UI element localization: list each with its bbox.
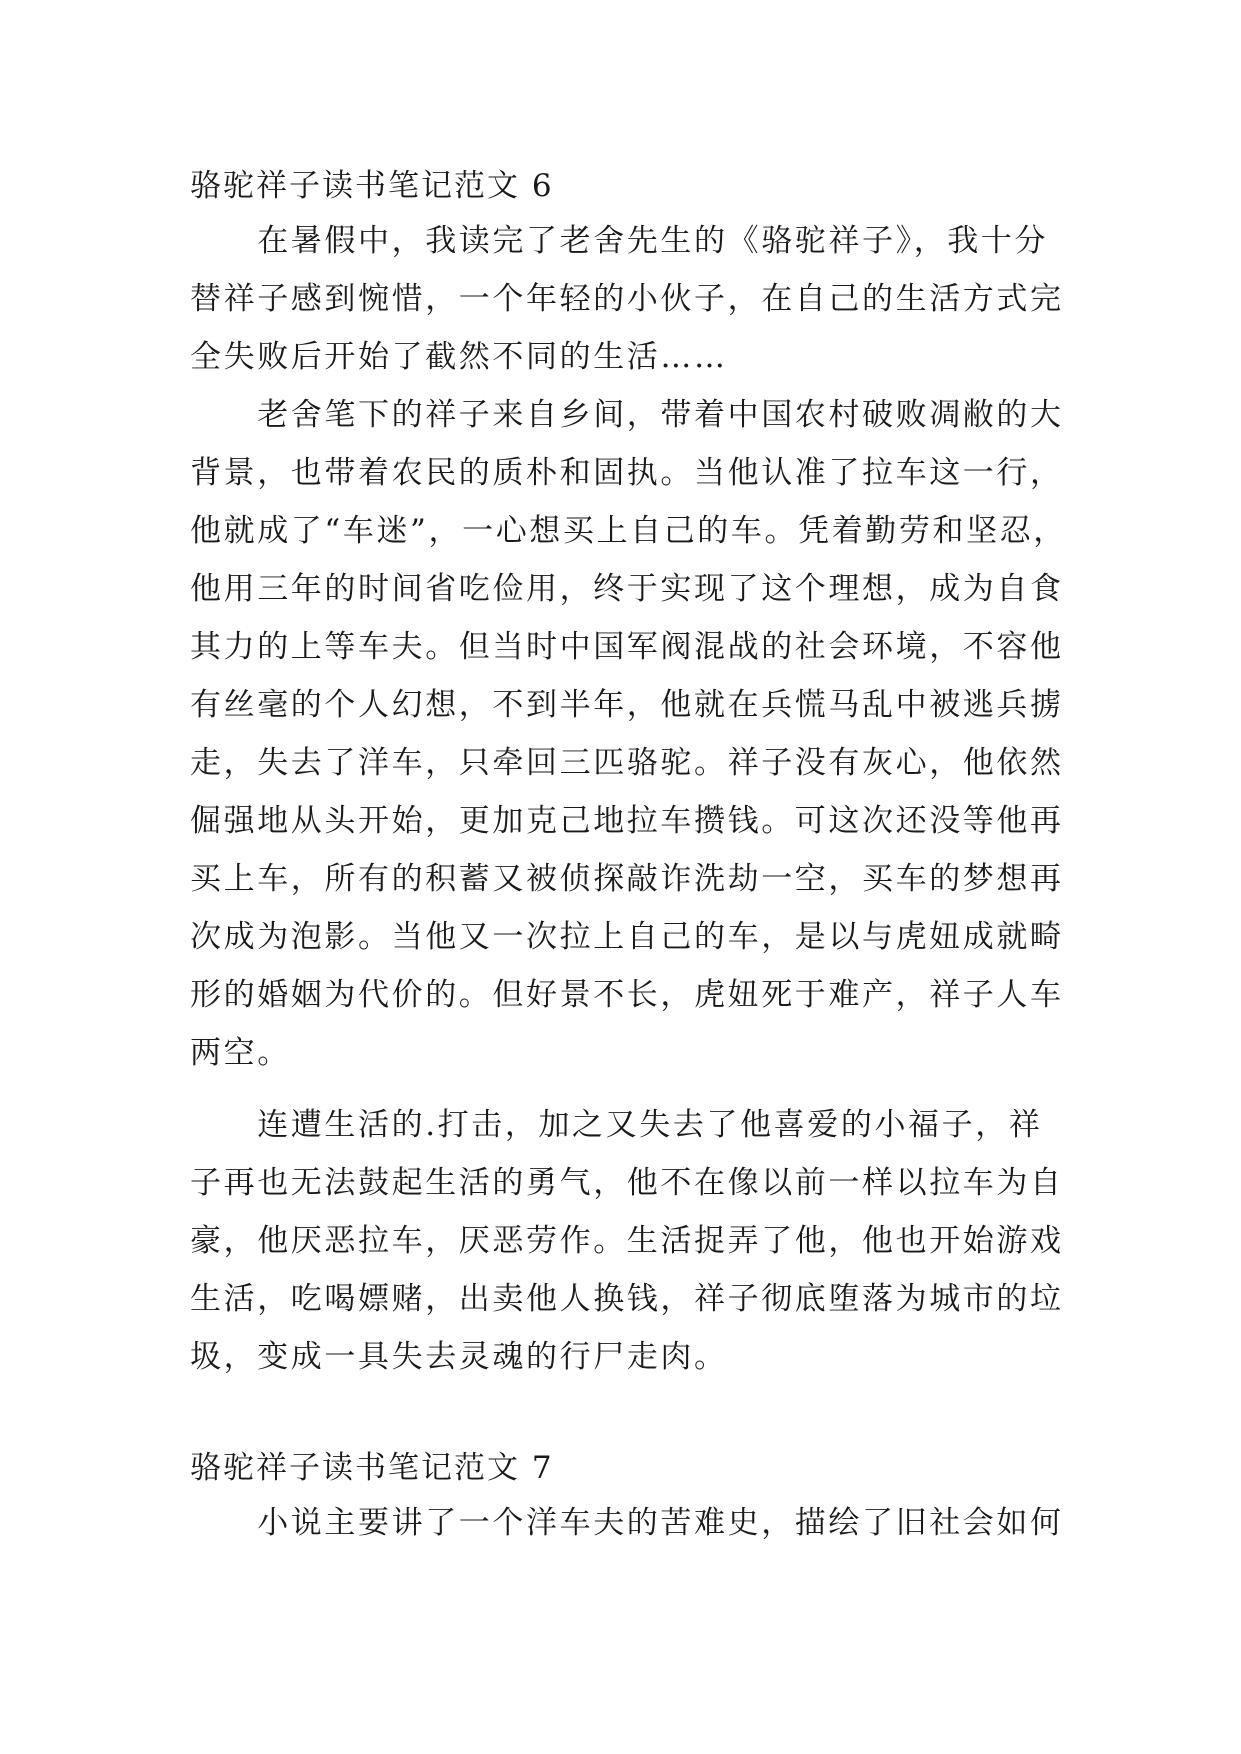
text-line: 次成为泡影。当他又一次拉上自己的车，是以与虎妞成就畸 — [190, 919, 1064, 955]
paragraph — [190, 212, 1064, 386]
paragraph — [190, 1096, 1064, 1386]
text-line: 他就成了“车迷”，一心想买上自己的车。凭着勤劳和坚忍， — [190, 513, 1067, 549]
text-line: 圾，变成一具失去灵魂的行尸走肉。 — [190, 1339, 728, 1375]
text-line: 老舍笔下的祥子来自乡间，带着中国农村破败凋敝的大 — [190, 397, 1064, 433]
section-heading: 骆驼祥子读书笔记范文 7 — [190, 1450, 554, 1486]
section-heading: 骆驼祥子读书笔记范文 6 — [190, 168, 554, 204]
text-line: 买上车，所有的积蓄又被侦探敲诈洗劫一空，买车的梦想再 — [190, 861, 1064, 897]
text-line: 全失败后开始了截然不同的生活…… — [190, 339, 728, 375]
text-line: 替祥子感到惋惜，一个年轻的小伙子，在自己的生活方式完 — [190, 281, 1064, 317]
text-line: 在暑假中，我读完了老舍先生的《骆驼祥子》，我十分 — [190, 223, 1049, 259]
paragraph — [190, 386, 1067, 1082]
text-line: 两空。 — [190, 1035, 291, 1071]
text-line: 小说主要讲了一个洋车夫的苦难史，描绘了旧社会如何 — [190, 1505, 1064, 1541]
text-line: 生活，吃喝嫖赌，出卖他人换钱，祥子彻底堕落为城市的垃 — [190, 1281, 1064, 1317]
text-line: 其力的上等车夫。但当时中国军阀混战的社会环境，不容他 — [190, 629, 1064, 665]
paragraph — [190, 1494, 1064, 1552]
text-line: 他用三年的时间省吃俭用，终于实现了这个理想，成为自食 — [190, 571, 1064, 607]
text-line: 倔强地从头开始，更加克己地拉车攒钱。可这次还没等他再 — [190, 803, 1064, 839]
text-line: 豪，他厌恶拉车，厌恶劳作。生活捉弄了他，他也开始游戏 — [190, 1223, 1064, 1259]
text-line: 走，失去了洋车，只牵回三匹骆驼。祥子没有灰心，他依然 — [190, 745, 1064, 781]
text-line: 连遭生活的.打击，加之又失去了他喜爱的小福子，祥 — [190, 1107, 1043, 1143]
text-line: 子再也无法鼓起生活的勇气，他不在像以前一样以拉车为自 — [190, 1165, 1064, 1201]
text-line: 背景，也带着农民的质朴和固执。当他认准了拉车这一行， — [190, 455, 1064, 491]
text-line: 形的婚姻为代价的。但好景不长，虎妞死于难产，祥子人车 — [190, 977, 1064, 1013]
text-line: 有丝毫的个人幻想，不到半年，他就在兵慌马乱中被逃兵掳 — [190, 687, 1064, 723]
